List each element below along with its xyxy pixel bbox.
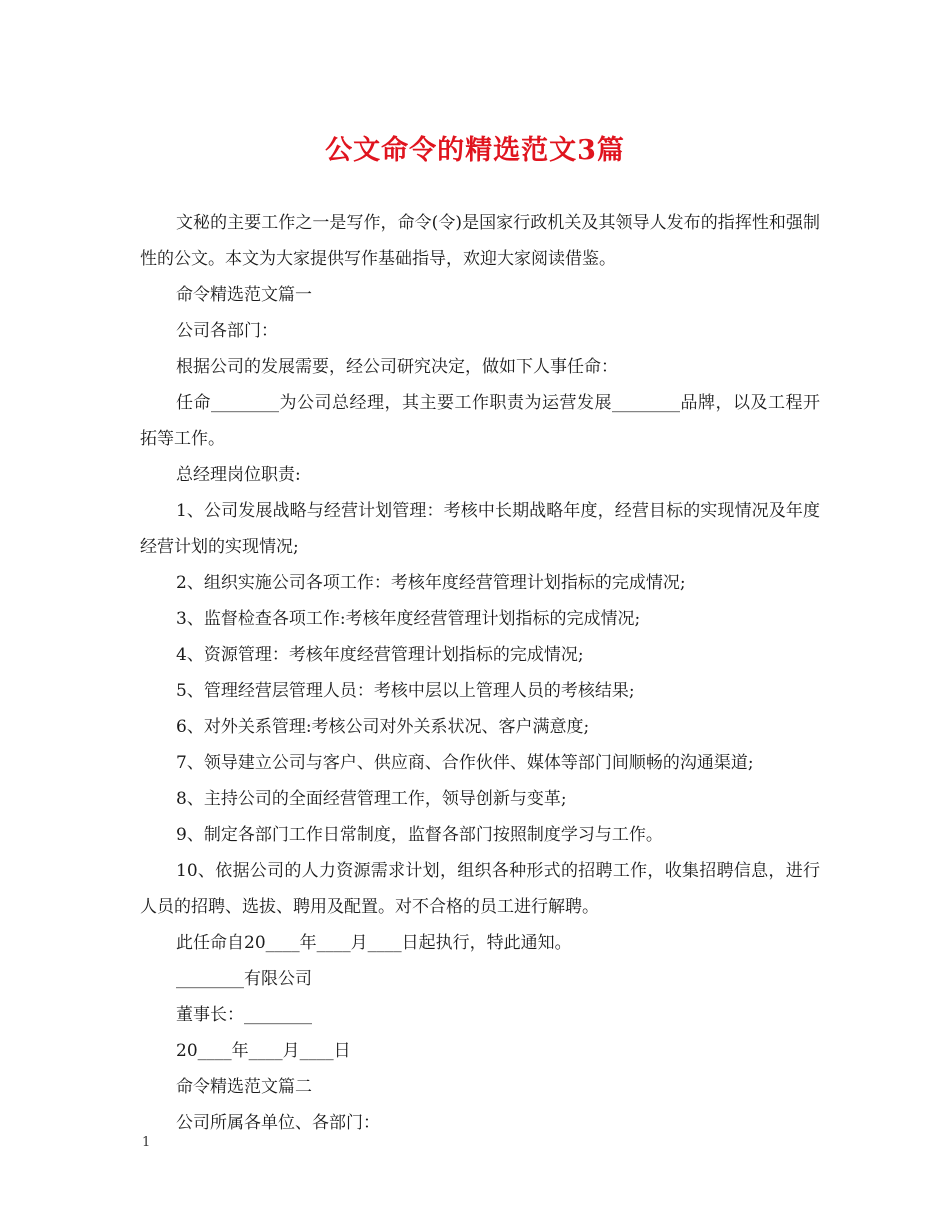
list-item: 5、管理经营层管理人员：考核中层以上管理人员的考核结果; <box>176 681 635 701</box>
document-body <box>140 205 820 1141</box>
section-heading: 命令精选范文篇一 <box>176 285 312 305</box>
list-item: 7、领导建立公司与客户、供应商、合作伙伴、媒体等部门间顺畅的沟通渠道; <box>176 753 754 773</box>
list-item: 3、监督检查各项工作:考核年度经营管理计划指标的完成情况; <box>176 609 641 629</box>
list-item: 6、对外关系管理:考核公司对外关系状况、客户满意度; <box>176 717 590 737</box>
paragraph: 此任命自20____年____月____日起执行，特此通知。 <box>176 933 572 953</box>
list-item: 9、制定各部门工作日常制度，监督各部门按照制度学习与工作。 <box>176 825 663 845</box>
list-item: 10、依据公司的人力资源需求计划，组织各种形式的招聘工作，收集招聘信息，进行人员的招聘、选拔、聘用及配置。对不合格的员工进行解聘。 <box>140 861 820 917</box>
list-item: 8、主持公司的全面经营管理工作，领导创新与变革; <box>176 789 567 809</box>
document-title: 公文命令的精选范文3篇 <box>325 135 625 166</box>
paragraph: 公司所属各单位、各部门： <box>176 1113 380 1133</box>
list-item: 4、资源管理：考核年度经营管理计划指标的完成情况; <box>176 645 584 665</box>
list-item: 1、公司发展战略与经营计划管理：考核中长期战略年度，经营目标的实现情况及年度经营计划的实现情况; <box>140 501 820 557</box>
paragraph: 根据公司的发展需要，经公司研究决定，做如下人事任命： <box>176 357 618 377</box>
signature-company: ________有限公司 <box>176 969 312 989</box>
signature-chairman: 董事长：________ <box>176 1005 312 1025</box>
paragraph: 文秘的主要工作之一是写作，命令(令)是国家行政机关及其领导人发布的指挥性和强制性的公文。本文为大家提供写作基础指导，欢迎大家阅读借鉴。 <box>140 213 820 269</box>
paragraph: 总经理岗位职责: <box>176 465 301 485</box>
section-heading: 命令精选范文篇二 <box>176 1077 312 1097</box>
list-item: 2、组织实施公司各项工作：考核年度经营管理计划指标的完成情况; <box>176 573 686 593</box>
page-number: 1 <box>142 1135 151 1150</box>
paragraph: 公司各部门： <box>176 321 278 341</box>
paragraph: 任命________为公司总经理，其主要工作职责为运营发展________品牌，以及工程开拓等工作。 <box>140 393 820 449</box>
signature-date: 20____年____月____日 <box>176 1041 351 1061</box>
